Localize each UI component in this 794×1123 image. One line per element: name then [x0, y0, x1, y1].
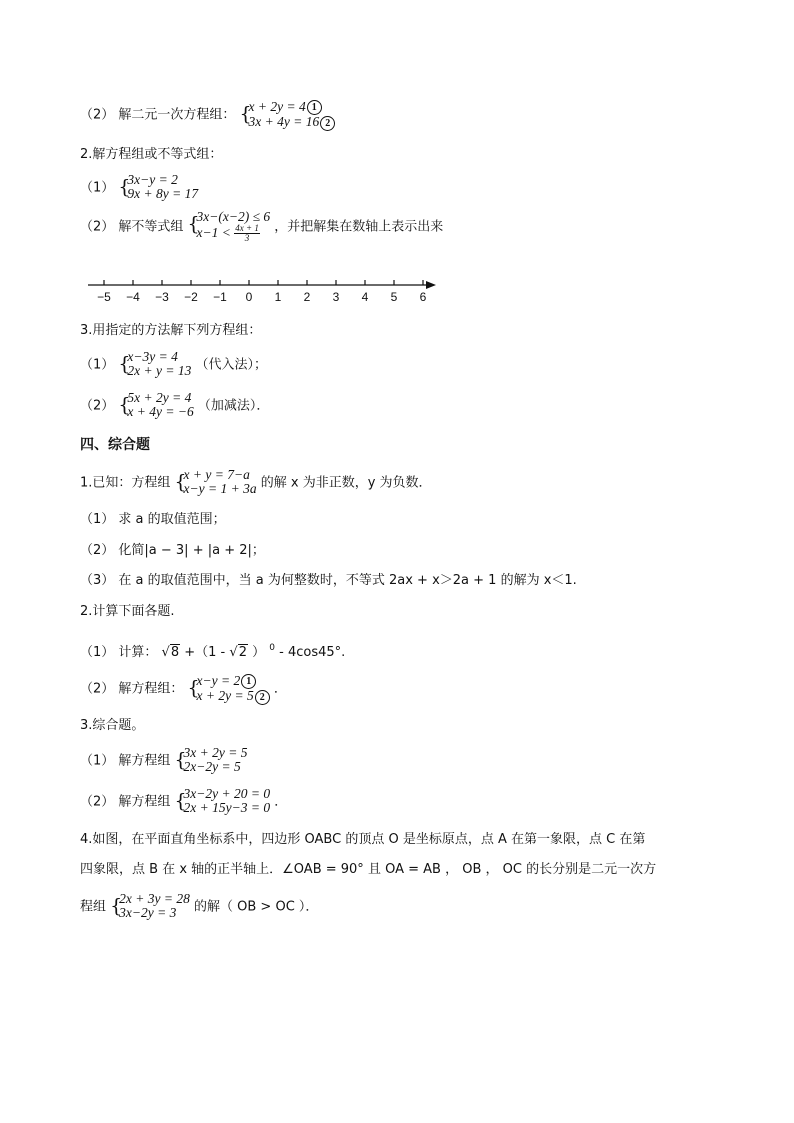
section-heading: 四、综合题 [80, 437, 150, 453]
circle-number-1: 1 [307, 100, 322, 115]
number-line-tick-label: 6 [419, 290, 427, 304]
line3-suffix: 的解（ OB > OC ）． [194, 899, 319, 915]
number-line-tick-label: −5 [97, 290, 111, 304]
brace-icon: { [187, 213, 200, 235]
problem-4-2-title: 2.计算下面各题. [80, 604, 175, 619]
equation-2: 2x + 15y−3 = 0 [183, 800, 271, 815]
circle-number-1: 1 [241, 674, 256, 689]
equation-system [118, 391, 193, 421]
equation-1: x + 2y = 4 [248, 99, 306, 114]
sqrt-radicand-2: 2 [238, 645, 247, 660]
q2-method: （加减法）． [197, 398, 270, 414]
equation-2: 3x−2y = 3 [119, 905, 177, 920]
sqrt-icon: √ [161, 645, 170, 660]
equation-1: x + y = 7−a [183, 467, 250, 482]
equation-1: x−y = 2 [196, 673, 241, 688]
q2-suffix: ，并把解集在数轴上表示出来 [274, 219, 444, 235]
equation-1: 3x−2y + 20 = 0 [183, 786, 271, 801]
number-line-tick-label: −1 [213, 290, 227, 304]
equation-2: x + 2y = 5 [196, 688, 254, 704]
q2-prefix: （2） [80, 398, 115, 414]
q2-prefix: （2） 解方程组 [80, 794, 171, 810]
inequality-2-left: x−1 < [196, 225, 231, 240]
arrow-right-icon [426, 281, 436, 289]
q1-end: - 4cos45°. [279, 645, 346, 660]
equation-system [110, 892, 190, 922]
line3-prefix: 程组 [80, 899, 107, 915]
fraction [234, 224, 260, 243]
equation-system [118, 173, 198, 203]
equation-1: 2x + 3y = 28 [119, 891, 190, 906]
q2-prefix: （2） 解方程组： [80, 681, 184, 697]
exponent: 0 [269, 643, 275, 653]
equation-system [175, 787, 271, 817]
problem-4-1-q1: （1） 求 a 的取值范围； [80, 512, 226, 527]
problem-4-1 [80, 468, 432, 498]
equation-system [188, 674, 270, 704]
equation-2: 9x + 8y = 17 [127, 186, 199, 201]
problem-part-b-q2 [80, 210, 443, 244]
q1-prefix: （1） [80, 357, 115, 373]
equation-system [175, 746, 248, 776]
equation-1: 3x−y = 2 [127, 172, 178, 187]
brace-icon: { [174, 749, 187, 771]
circle-number-2: 2 [255, 690, 270, 705]
inequality-1: 3x−(x−2) ≤ 6 [196, 209, 271, 224]
number-line-tick-label: 4 [361, 290, 369, 304]
p1-prefix: 1.已知：方程组 [80, 475, 171, 491]
problem-4-1-q2: （2） 化简|a − 3| + |a + 2|； [80, 543, 265, 558]
q1-mid: +（1 - [184, 645, 230, 660]
problem-4-3-q1 [80, 746, 248, 776]
brace-icon: { [110, 895, 123, 917]
number-line-tick-label: 0 [245, 290, 253, 304]
equation-1: x−3y = 4 [127, 349, 178, 364]
problem-4-3-title: 3.综合题。 [80, 718, 145, 733]
problem-part-c-q1 [80, 350, 267, 380]
number-line-tick-label: 2 [303, 290, 311, 304]
problem-4-2-q2 [80, 674, 287, 704]
circle-number-2: 2 [320, 116, 335, 131]
q2-suffix: ． [273, 681, 287, 697]
problem-4-1-q3: （3） 在 a 的取值范围中，当 a 为何整数时，不等式 2ax + x＞2a + 1 的解为 x＜1. [80, 573, 577, 588]
q1-method: （代入法）； [195, 357, 268, 373]
brace-icon: { [187, 677, 200, 699]
problem-part-a-q2 [80, 100, 335, 130]
inequality-system [188, 210, 271, 244]
section-title-3: 3.用指定的方法解下列方程组： [80, 323, 262, 338]
section-title-2: 2.解方程组或不等式组： [80, 147, 223, 162]
problem-part-b-q1 [80, 173, 198, 203]
brace-icon: { [174, 471, 187, 493]
equation-2: 2x + y = 13 [127, 363, 192, 378]
problem-4-3-q2 [80, 787, 287, 817]
number-line-tick-label: −2 [184, 290, 198, 304]
number-line-tick-label: 3 [332, 290, 340, 304]
fraction-numerator: 4x + 1 [235, 223, 259, 234]
equation-2: x−y = 1 + 3a [183, 481, 257, 496]
q2-suffix: ． [274, 794, 288, 810]
q1-prefix: （1） 解方程组 [80, 753, 171, 769]
equation-1: 3x + 2y = 5 [183, 745, 248, 760]
q1-prefix: （1） 计算： [80, 645, 158, 660]
q2-prefix: （2） 解不等式组 [80, 219, 184, 235]
equation-2: 2x−2y = 5 [183, 759, 241, 774]
problem-4-4-line2: 四象限，点 B 在 x 轴的正半轴上．∠OAB = 90° 且 OA = AB ， OB ， OC 的长分别是二元一次方 [80, 862, 657, 877]
brace-icon: { [118, 394, 131, 416]
sqrt-radicand-8: 8 [170, 645, 180, 660]
equation-system [118, 350, 191, 380]
equation-system [175, 468, 257, 498]
number-line-tick-label: 1 [274, 290, 282, 304]
problem-4-2-q1 [80, 640, 345, 661]
brace-icon: { [118, 176, 131, 198]
number-line-tick-label: −3 [155, 290, 169, 304]
q1-close: ） [252, 645, 266, 660]
number-line-ticks [97, 280, 427, 304]
number-line [84, 274, 444, 308]
equation-2: 3x + 4y = 16 [248, 114, 320, 130]
sqrt-icon: √ [229, 645, 238, 660]
q1-prefix: （1） [80, 180, 115, 196]
brace-icon: { [239, 103, 252, 125]
brace-icon: { [118, 353, 131, 375]
equation-system [240, 100, 336, 130]
brace-icon: { [174, 790, 187, 812]
number-line-tick-label: 5 [390, 290, 398, 304]
p1-suffix: 的解 x 为非正数，y 为负数． [260, 475, 432, 491]
fraction-denominator: 3 [244, 233, 250, 244]
problem-4-4-line3 [80, 892, 318, 922]
problem-4-4-line1: 4.如图，在平面直角坐标系中，四边形 OABC 的顶点 O 是坐标原点，点 A 在第一象限，点 C 在第 [80, 832, 646, 847]
q2-prefix: （2） 解二元一次方程组： [80, 107, 236, 123]
problem-part-c-q2 [80, 391, 269, 421]
equation-2: x + 4y = −6 [127, 404, 194, 419]
equation-1: 5x + 2y = 4 [127, 390, 192, 405]
number-line-tick-label: −4 [126, 290, 140, 304]
